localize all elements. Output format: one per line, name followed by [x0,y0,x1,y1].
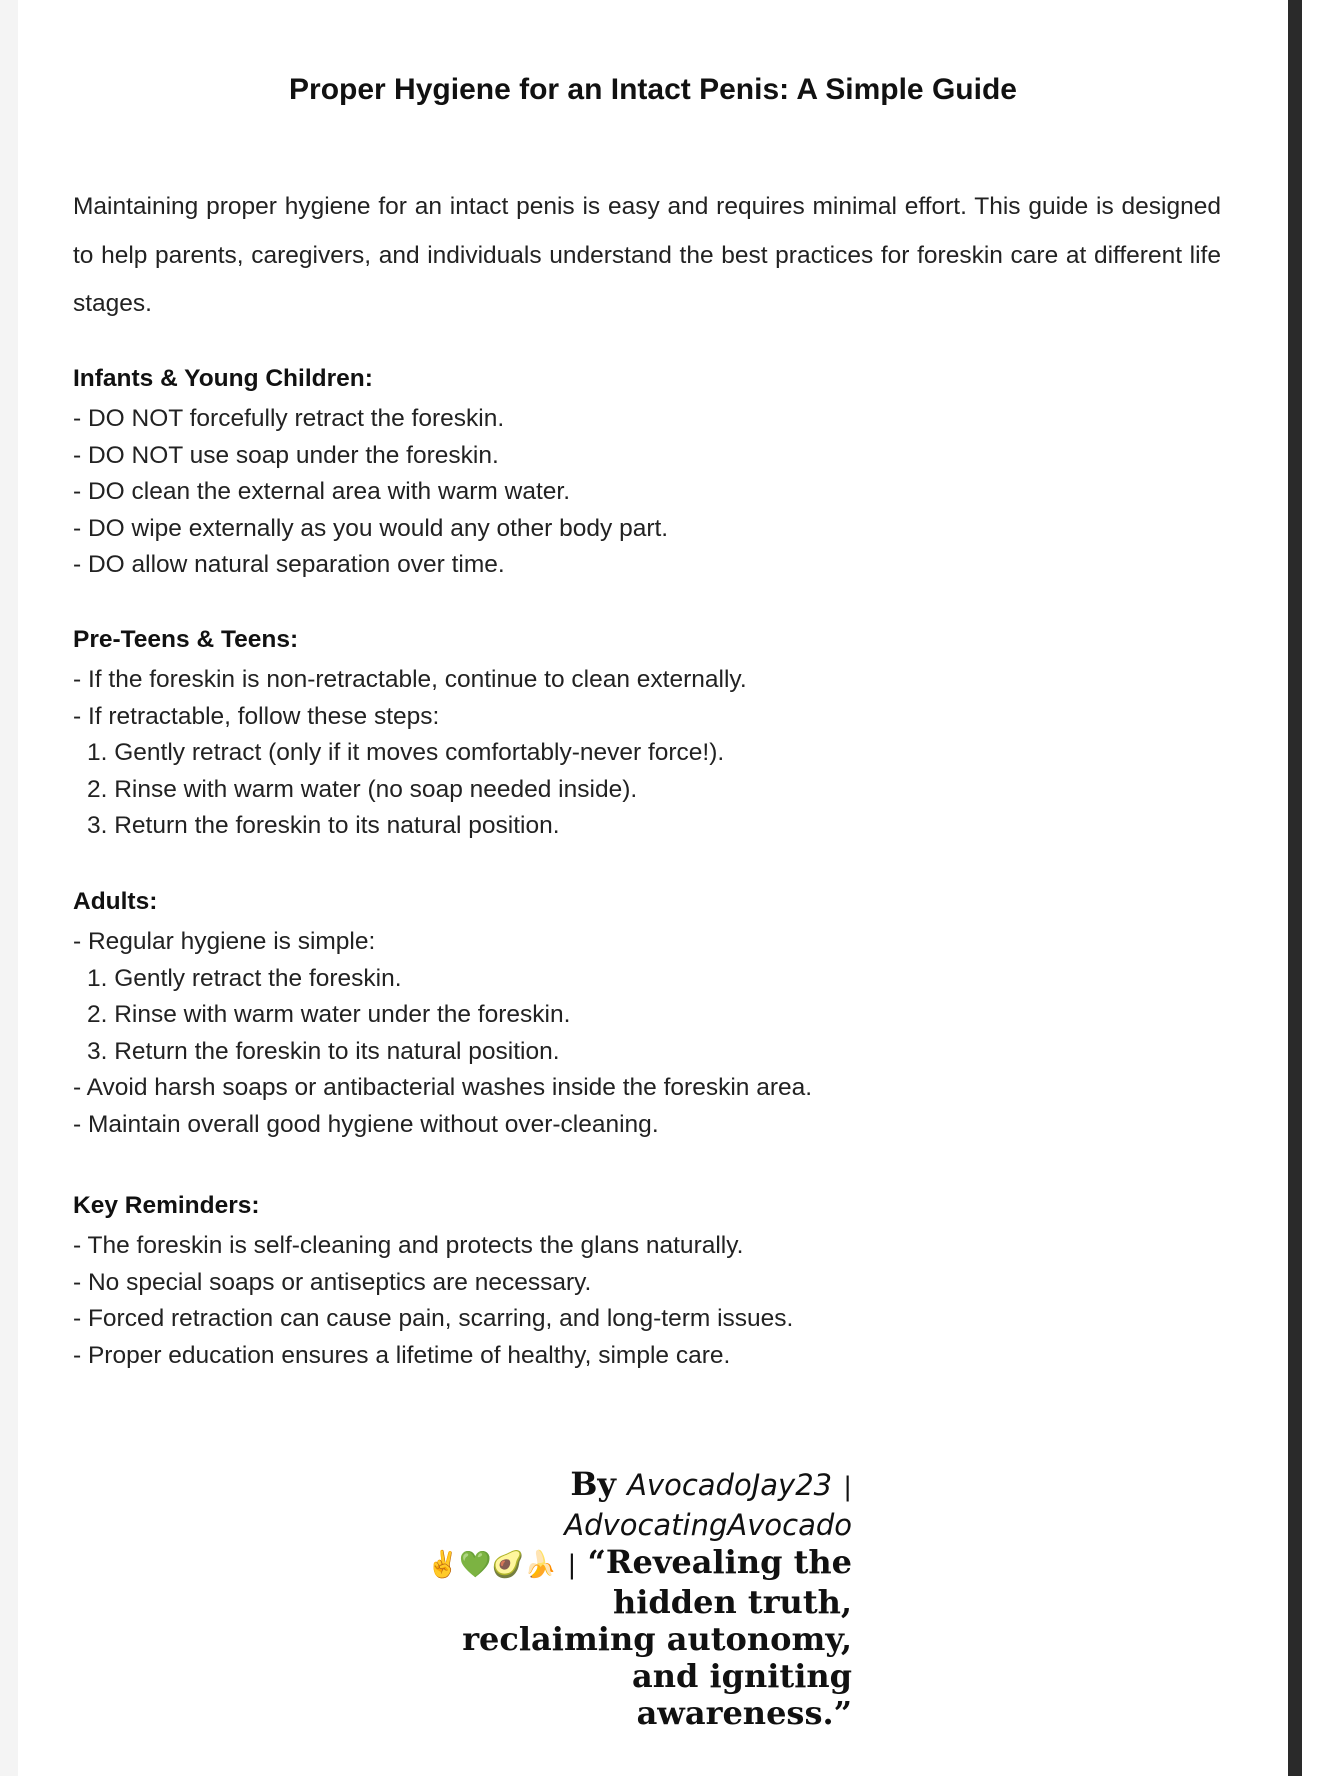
list-step: 3. Return the foreskin to its natural position. [87,1037,560,1065]
section-list [73,924,1173,1144]
list-item: - Avoid harsh soaps or antibacterial washes inside the foreskin area. [73,1074,813,1102]
signature-separator: | [567,1550,577,1580]
section-list [73,1228,1173,1374]
list-item: - DO allow natural separation over time. [73,551,505,579]
section-key-reminders [73,1188,1173,1374]
signature-separator: | [843,1472,852,1502]
list-item: - DO clean the external area with warm water. [73,478,571,506]
list-item: - If the foreskin is non-retractable, continue to clean externally. [73,666,747,693]
list-step: 2. Rinse with warm water (no soap needed inside). [87,775,638,803]
signature-emojis: ✌️💚🥑🍌 [426,1550,557,1580]
list-item: - Proper education ensures a lifetime of healthy, simple care. [73,1341,731,1369]
page-edge-bar [1288,0,1302,1776]
page-edge-strip [1302,0,1320,1776]
section-adults [73,884,1173,1144]
signature-author: AvocadoJay23 [627,1468,833,1502]
signature-quote: “Revealing the hidden truth, reclaiming autonomy, and igniting awareness.” [462,1543,852,1732]
list-item: - DO wipe externally as you would any other body part. [73,514,669,542]
section-heading: Infants & Young Children: [73,365,373,392]
list-item: - The foreskin is self-cleaning and protects the glans naturally. [73,1232,744,1259]
list-step: 1. Gently retract the foreskin. [87,964,402,992]
list-item: - If retractable, follow these steps: [73,702,440,730]
section-preteens [73,622,1173,845]
section-heading: Adults: [73,888,158,915]
section-heading: Pre-Teens & Teens: [73,626,299,653]
document-title: Proper Hygiene for an Intact Penis: A Simple Guide [289,73,1017,106]
list-item: - No special soaps or antiseptics are necessary. [73,1268,592,1296]
author-signature [412,1466,852,1732]
intro-paragraph: Maintaining proper hygiene for an intact penis is easy and requires minimal effort. This guide is designed to help parents, caregivers, and individuals understand the best practices for foreskin care at different life stages. [73,193,1221,317]
list-step: 2. Rinse with warm water under the foreskin. [87,1001,571,1029]
section-heading: Key Reminders: [73,1192,260,1219]
list-item: - Forced retraction can cause pain, scarring, and long-term issues. [73,1305,794,1333]
list-item: - Regular hygiene is simple: [73,928,376,955]
list-step: 1. Gently retract (only if it moves comfortably-never force!). [87,739,725,767]
signature-handle: AdvocatingAvocado [564,1508,852,1542]
section-list [73,401,1173,584]
list-step: 3. Return the foreskin to its natural position. [87,812,560,840]
list-item: - DO NOT use soap under the foreskin. [73,441,499,469]
list-item: - DO NOT forcefully retract the foreskin. [73,405,505,432]
section-infants [73,361,1173,584]
list-item: - Maintain overall good hygiene without over-cleaning. [73,1110,659,1138]
signature-by: By [570,1465,616,1503]
section-list [73,662,1173,845]
